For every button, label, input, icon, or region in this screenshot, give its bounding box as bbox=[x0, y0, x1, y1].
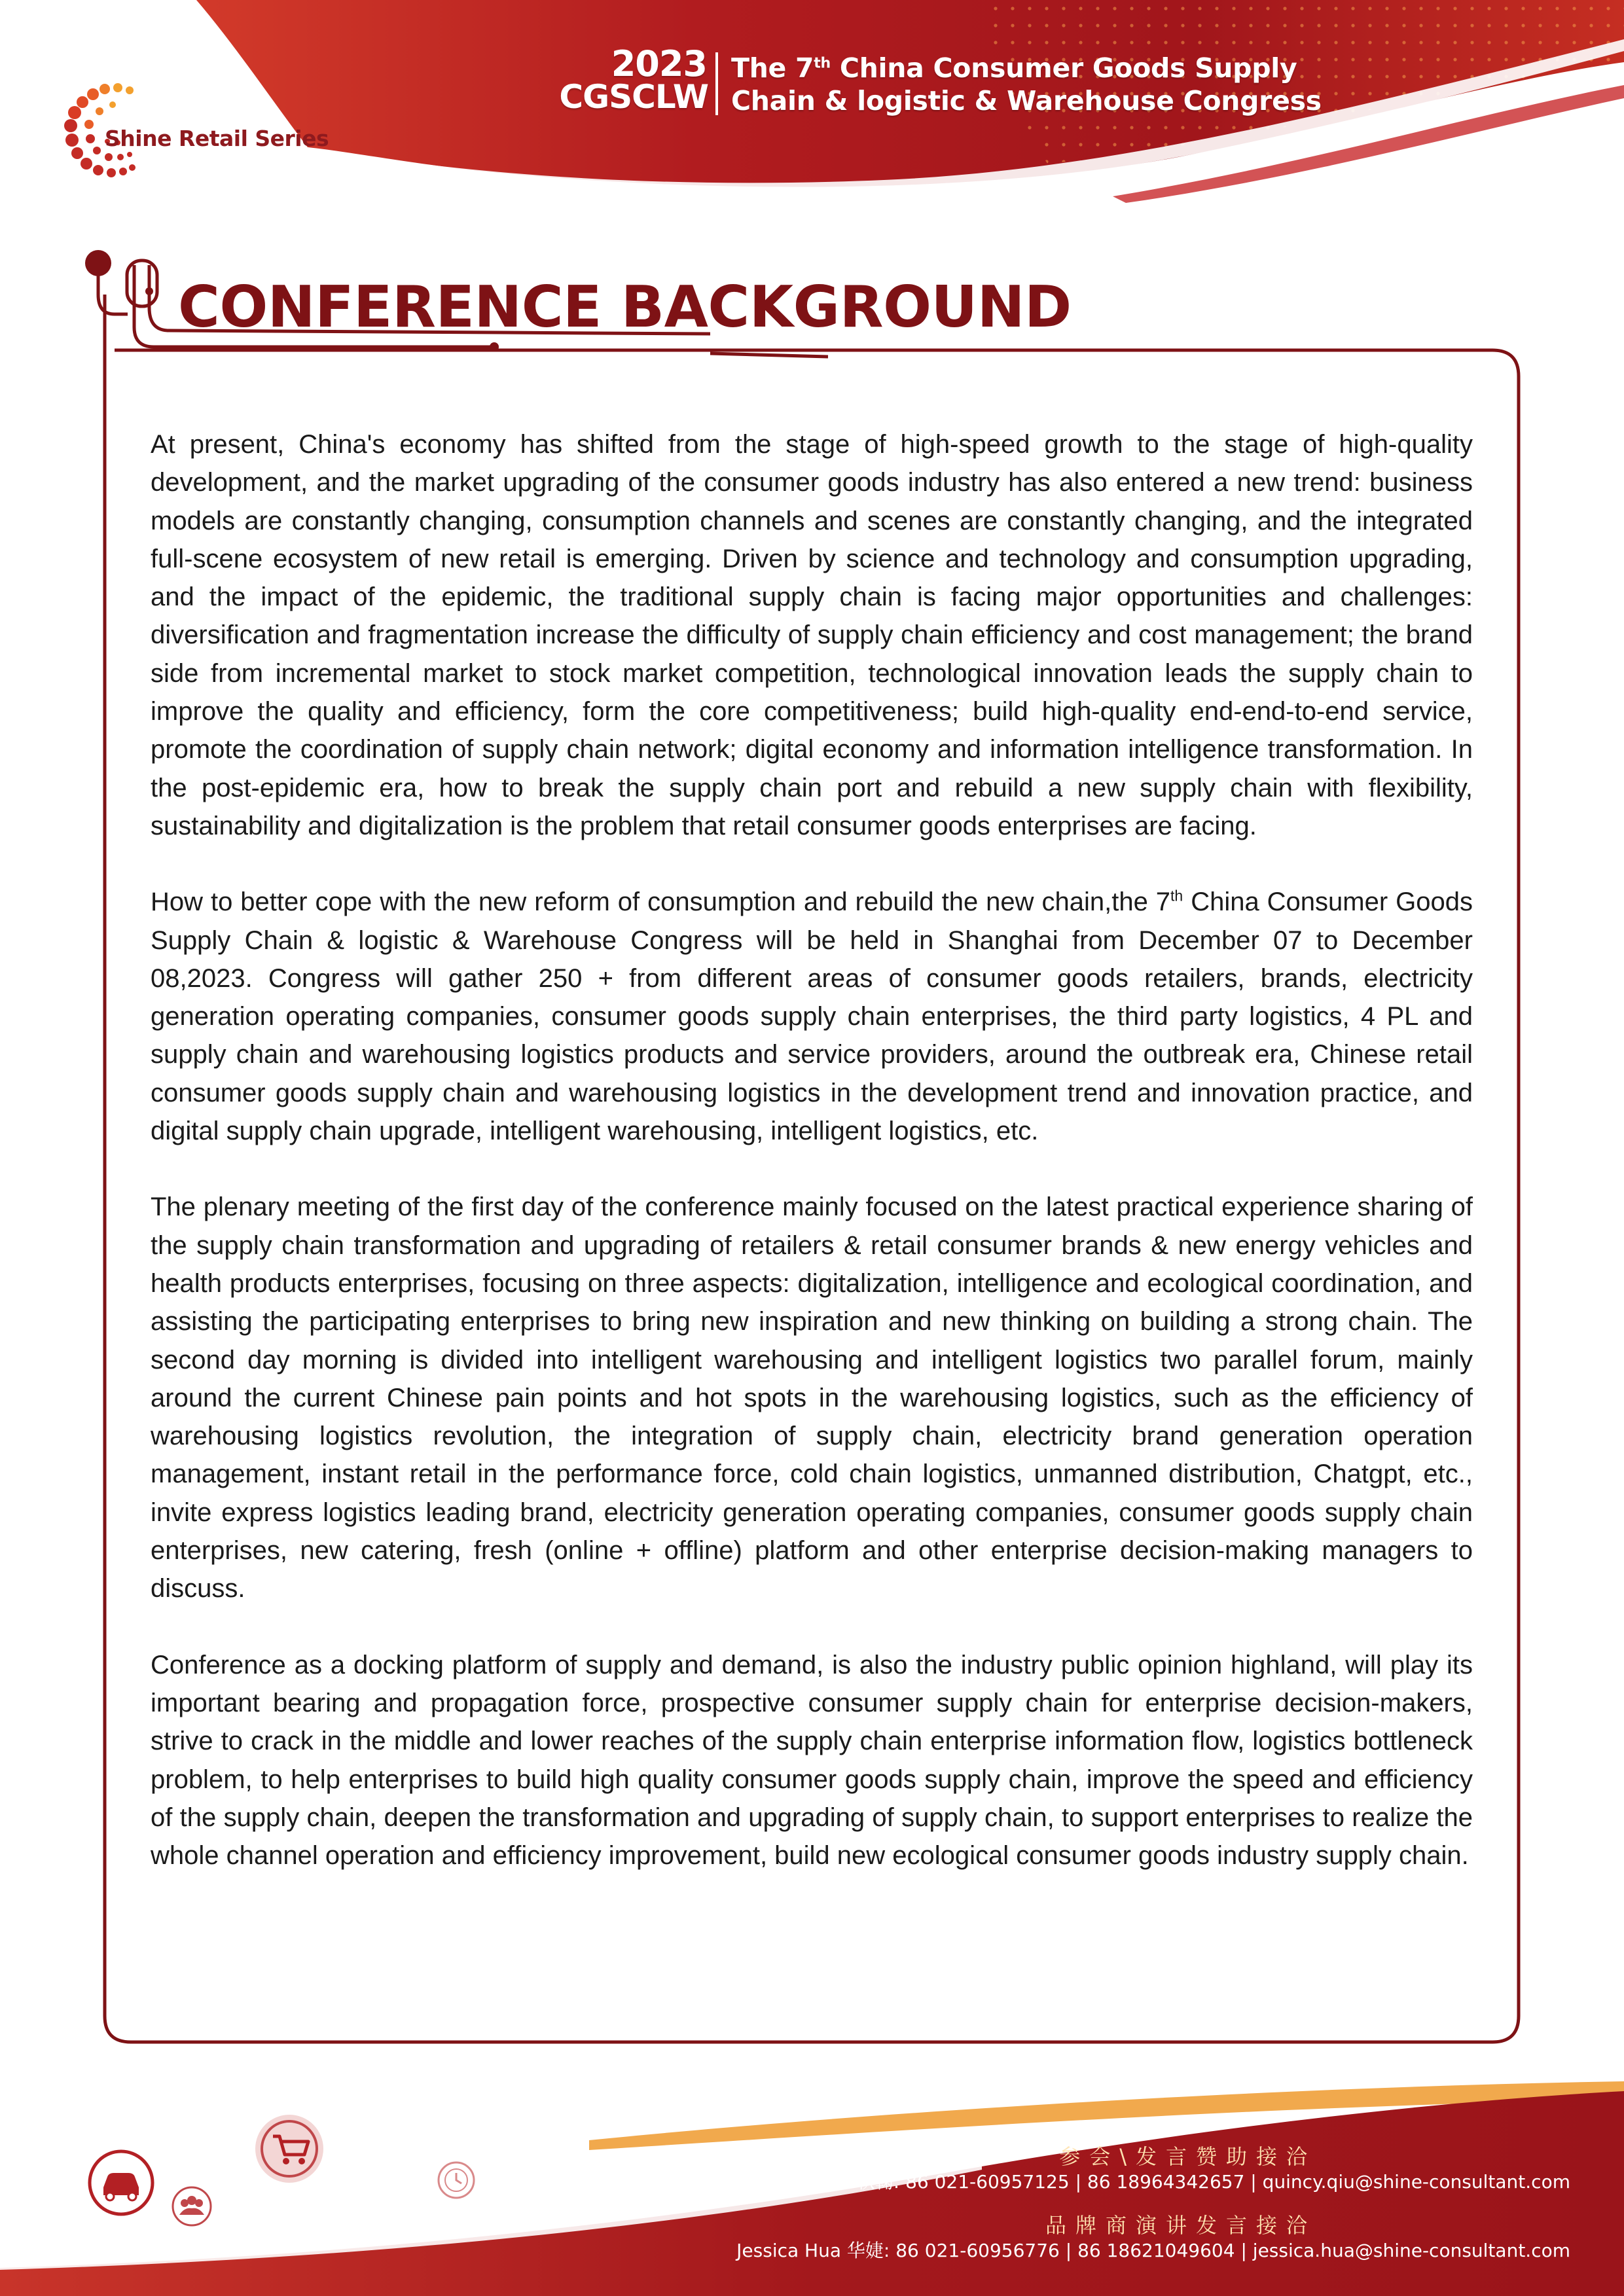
shopping-cart-icon bbox=[252, 2111, 327, 2187]
contact1-heading: 参会\发言赞助接洽 bbox=[1059, 2144, 1316, 2169]
paragraph-1: At present, China's economy has shifted from the stage of high-speed growth to the stage of high-quality development, and the market upgrading of the consumer goods industry has also entered a new trend: business models are constantly changing, consumption channels and scenes are constantly changing, and the integrated full-scene ecosystem of new retail is emerging. Driven by science and technology and consumption upgrading, and the impact of the epidemic, the traditional supply chain is facing major opportunities and challenges: diversification and fragmentation increase the difficulty of supply chain efficiency and cost management; the brand side from incremental market to stock market competition, technological innovation leads the supply chain to improve the quality and efficiency, form the core competitiveness; build high-quality end-end-to-end service, promote the coordination of supply chain network; digital economy and information intelligence transformation. In the post-epidemic era, how to break the supply chain port and rebuild a new supply chain with flexibility, sustainability and digitalization is the problem that retail consumer goods enterprises are facing. bbox=[151, 430, 1473, 840]
contact1-line: Quincy Qiu 秋鞠: 86 021-60957125 | 86 18964342657 | quincy.qiu@shine-consultant.com bbox=[750, 2171, 1570, 2193]
contact2-heading: 品牌商演讲发言接洽 bbox=[1045, 2213, 1316, 2238]
paragraph-4: Conference as a docking platform of supply and demand, is also the industry public opinion highland, will play its important bearing and propagation force, prospective consumer supply chain for enterprise decision-makers, strive to crack in the middle and lower reaches of the supply chain enterprise information flow, logistics bottleneck problem, to help enterprises to build high quality consumer goods supply chain, improve the speed and efficiency of the supply chain, deepen the transformation and upgrading of supply chain, to support enterprises to realize the whole channel operation and efficiency improvement, build new ecological consumer goods industry supply chain. bbox=[151, 1650, 1473, 1871]
header-year: 2023 bbox=[611, 43, 707, 84]
contact2-line: Jessica Hua 华婕: 86 021-60956776 | 86 18621049604 | jessica.hua@shine-consultant.com bbox=[736, 2240, 1570, 2261]
paragraph-2: How to better cope with the new reform of consumption and rebuild the new chain,the 7th China Consumer Goods Supply Chain & logistic & Warehouse Congress will be held in Shanghai from December 07 to December 08,2023. Congress will gather 250 + from different areas of consumer goods retailers, brands, electricity generation operating companies, consumer goods supply chain enterprises, the third party logistics, 4 PL and supply chain and warehousing logistics products and service providers, around the outbreak era, Chinese retail consumer goods supply chain and warehousing logistics in the development trend and innovation practice, and digital supply chain upgrade, intelligent warehousing, intelligent logistics, etc. bbox=[151, 887, 1473, 1146]
car-icon bbox=[85, 2147, 157, 2219]
brand-name: Shine Retail Series bbox=[105, 126, 329, 151]
clock-icon bbox=[436, 2160, 477, 2200]
body-text bbox=[151, 425, 1473, 1912]
header-separator bbox=[715, 52, 718, 115]
header-title-line1: The 7th China Consumer Goods Supply bbox=[731, 52, 1297, 84]
section-title: CONFERENCE BACKGROUND bbox=[178, 274, 1072, 340]
people-icon bbox=[170, 2185, 213, 2228]
header-code: CGSCLW bbox=[559, 78, 708, 116]
header-title-line2: Chain & logistic & Warehouse Congress bbox=[731, 85, 1322, 117]
paragraph-3: The plenary meeting of the first day of the conference mainly focused on the latest practical experience sharing of the supply chain transformation and upgrading of retailers & retail consumer brands & new energy vehicles and health products enterprises, focusing on three aspects: digitalization, intelligence and ecological coordination, and assisting the participating enterprises to bring new inspiration and new thinking on building a strong chain. The second day morning is divided into intelligent warehousing and intelligent logistics two parallel forum, mainly around the current Chinese pain points and hot spots in the warehousing logistics, such as the efficiency of warehousing logistics revolution, the integration of supply chain, electricity brand generation operation management, instant retail in the performance force, cold chain logistics, unmanned distribution, Chatgpt, etc., invite express logistics leading brand, electricity generation operating companies, consumer goods supply chain enterprises, new catering, fresh (online + offline) platform and other enterprise decision-making managers to discuss. bbox=[151, 1193, 1473, 1604]
